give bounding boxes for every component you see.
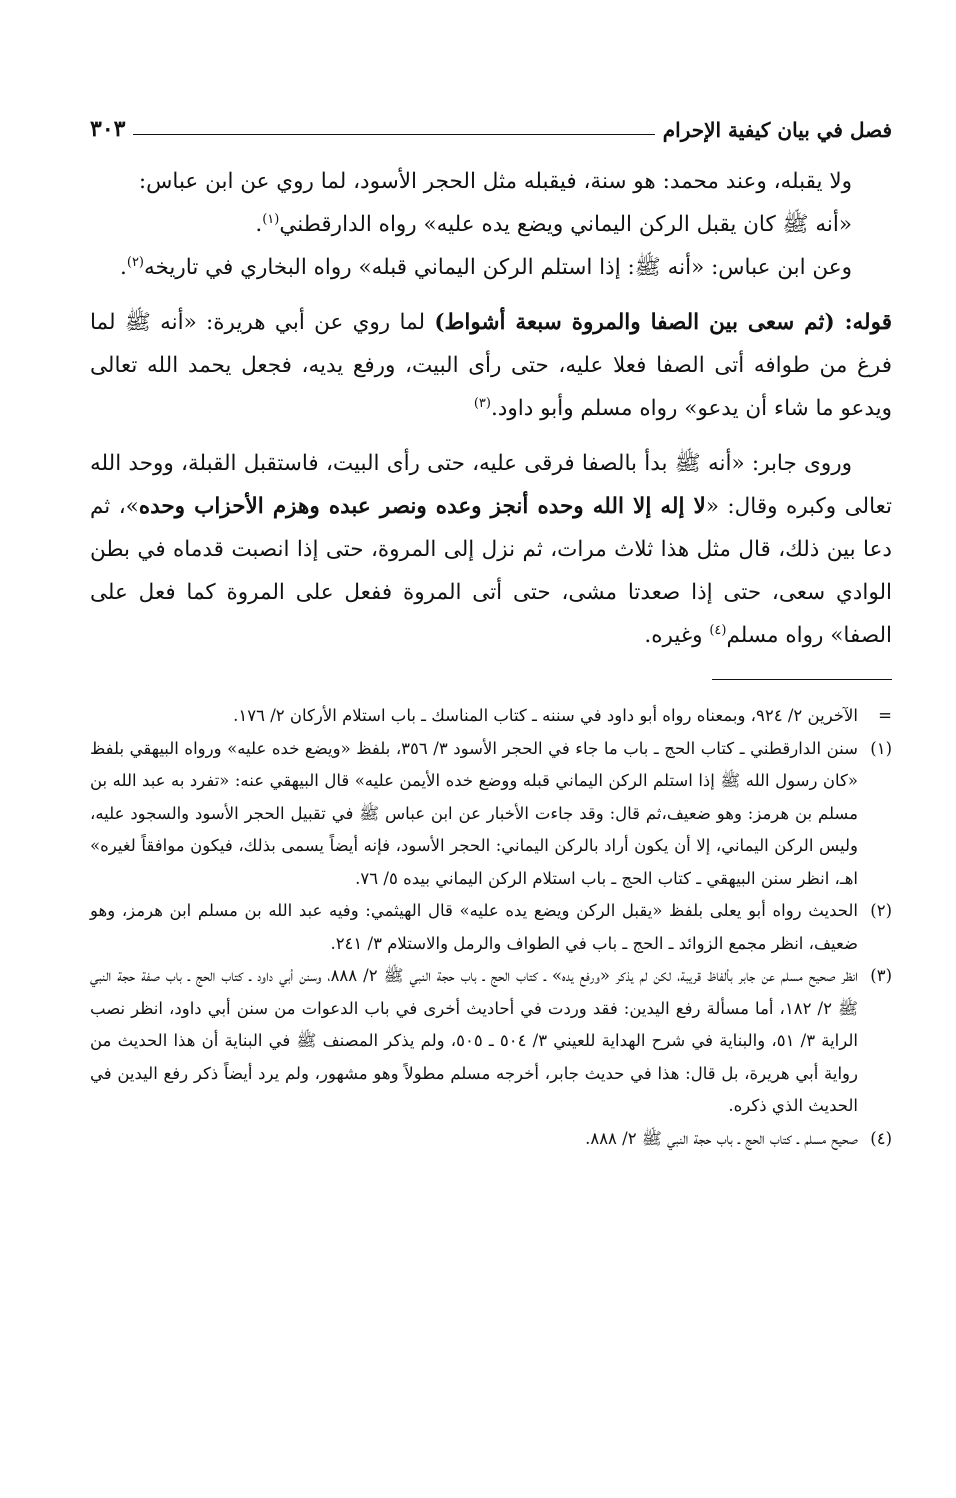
paragraph-3 — [90, 246, 892, 289]
paragraph-3-text: وعن ابن عباس: «أنه ﷺ: إذا استلم الركن اليماني قبله» رواه البخاري في تاريخه — [144, 255, 852, 280]
footnote-separator — [712, 679, 892, 680]
footnote-3 — [90, 960, 892, 1123]
footnote-4 — [90, 1123, 892, 1156]
footnote-marker: (١) — [870, 738, 892, 758]
main-text — [90, 160, 892, 657]
paragraph-5-text-a: وروى جابر: «أنه ﷺ بدأ بالصفا فرقى عليه، حتى رأى البيت، فاستقبل القبلة، ووحد الله تعالى وكبره وقال: « — [90, 451, 892, 519]
footnotes — [90, 700, 892, 1155]
footnote-ref-1: (١) — [262, 211, 280, 227]
paragraph-2-end: . — [255, 212, 263, 237]
chapter-title: فصل في بيان كيفية الإحرام — [662, 118, 892, 142]
footnote-text: الحديث رواه أبو يعلى بلفظ «يقبل الركن ويضع يده عليه» قال الهيثمي: وفيه عبد الله بن مسلم ابن هرمز، وهو ضعيف، انظر مجمع الزوائد ـ الحج ـ باب في الطواف والرمل والاستلام ٣/ ٢٤١. — [90, 901, 858, 953]
paragraph-4-heading: قوله: (ثم سعى بين الصفا والمروة سبعة أشواط) — [434, 310, 892, 335]
footnote-text: الآخرين ٢/ ٩٢٤، وبمعناه رواه أبو داود في سننه ـ كتاب المناسك ـ باب استلام الأركان ٢/ ١٧٦. — [233, 706, 858, 725]
footnote-marker: (٢) — [870, 901, 892, 920]
paragraph-2-text: «أنه ﷺ كان يقبل الركن اليماني ويضع يده عليه» رواه الدارقطني — [279, 212, 852, 237]
paragraph-5-quote: لا إله إلا الله وحده أنجز وعده ونصر عبده وهزم الأحزاب وحده — [138, 494, 706, 519]
footnote-marker: = — [878, 706, 892, 725]
paragraph-4-text: لما روي عن أبي هريرة: «أنه ﷺ لما فرغ من طوافه أتى الصفا فعلا عليه، حتى رأى البيت، ورفع يديه، فجعل يحمد الله تعالى ويدعو ما شاء أن يدعو» رواه مسلم وأبو داود. — [90, 310, 892, 421]
paragraph-3-end: . — [120, 255, 127, 280]
book-page — [90, 108, 892, 1458]
page-number: ٣٠٣ — [90, 116, 126, 142]
footnote-1 — [90, 733, 892, 896]
paragraph-2 — [90, 203, 892, 246]
footnote-marker: (٣) — [870, 966, 892, 985]
paragraph-1: ولا يقبله، وعند محمد: هو سنة، فيقبله مثل الحجر الأسود، لما روي عن ابن عباس: — [138, 169, 852, 194]
paragraph-5-end: وغيره. — [644, 623, 710, 648]
footnote-continued — [90, 700, 892, 733]
footnote-ref-2: (٢) — [126, 254, 144, 270]
footnote-ref-3: (٣) — [473, 395, 491, 411]
header-rule — [133, 134, 654, 135]
running-header — [90, 108, 892, 142]
paragraph-4 — [90, 301, 892, 430]
paragraph-5-text-b: »، ثم دعا بين ذلك، قال مثل هذا ثلاث مرات، ثم نزل إلى المروة، حتى إذا انصبت قدماه في بطن الوادي سعى، حتى إذا صعدتا مشى، حتى أتى المروة ففعل على المروة كما فعل على الصفا» رواه مسلم — [90, 494, 892, 648]
footnote-text: انظر صحيح مسلم عن جابر بألفاظ قريبة، لكن لم يذكر «ورفع يده» ـ كتاب الحج ـ باب حجة النبي ﷺ ٢/ ٨٨٨، وسنن أبي داود ـ كتاب الحج ـ باب صفة حجة النبي ﷺ ٢/ ١٨٢، أما مسألة رفع اليدين: فقد وردت في أحاديث أخرى في باب الدعوات من سنن أبي داود، انظر نصب الراية ٣/ ٥١، والبناية في شرح الهداية للعيني ٣/ ٥٠٤ ـ ٥٠٥، ولم يذكر المصنف ﷺ في البناية أن هذا الحديث من رواية أبي هريرة، بل قال: هذا في حديث جابر، أخرجه مسلم مطولاً وهو مشهور، ولم يرد أيضاً ذكر رفع اليدين في الحديث الذي ذكره. — [90, 966, 858, 1115]
footnote-text: صحيح مسلم ـ كتاب الحج ـ باب حجة النبي ﷺ ٢/ ٨٨٨. — [585, 1128, 858, 1148]
footnote-text: سنن الدارقطني ـ كتاب الحج ـ باب ما جاء في الحجر الأسود ٣/ ٣٥٦، بلفظ «ويضع خده عليه» ورواه البيهقي بلفظ «كان رسول الله ﷺ إذا استلم الركن اليماني قبله ووضع خده الأيمن عليه» قال البيهقي عنه: «تفرد به عبد الله بن مسلم بن هرمز: وهو ضعيف،ثم قال: وقد جاءت الأخبار عن ابن عباس ﷺ في تقبيل الحجر الأسود والسجود عليه، وليس الركن اليماني، إلا أن يكون أراد بالركن اليماني: الحجر الأسود، فإنه أيضاً يسمى بذلك، فيكون موافقاً لغيره» اهـ، انظر سنن البيهقي ـ كتاب الحج ـ باب استلام الركن اليماني بيده ٥/ ٧٦. — [90, 738, 858, 888]
footnote-2 — [90, 895, 892, 960]
paragraph-5 — [90, 442, 892, 657]
footnote-marker: (٤) — [870, 1128, 892, 1148]
footnote-ref-4: (٤) — [709, 622, 727, 638]
